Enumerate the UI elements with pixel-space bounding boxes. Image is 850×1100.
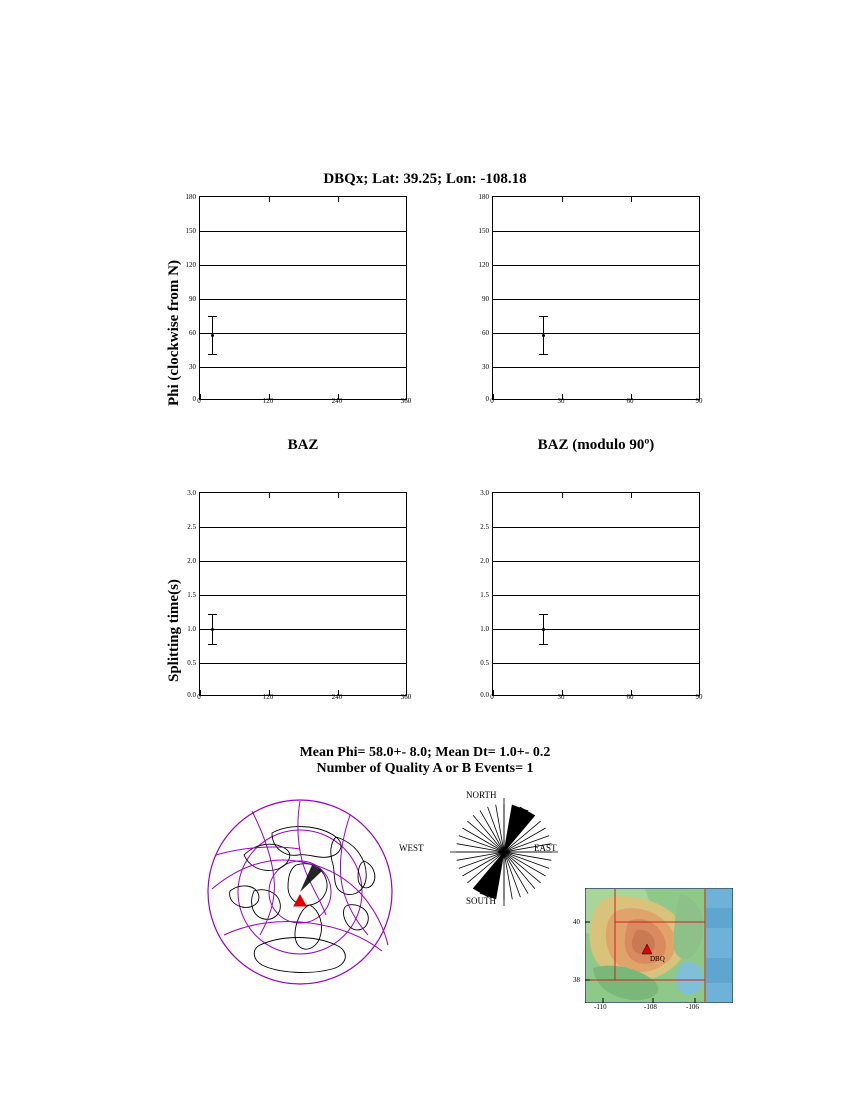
gridline xyxy=(493,265,699,266)
chart-phi-baz-mod90 xyxy=(492,196,700,400)
backazimuth-rose-diagram xyxy=(424,790,584,920)
data-point xyxy=(211,334,214,337)
page-title: DBQx; Lat: 39.25; Lon: -108.18 xyxy=(323,171,527,187)
x-tick-label: 0 xyxy=(197,397,201,405)
x-tick-label: 30 xyxy=(557,397,565,405)
x-tick xyxy=(562,197,563,202)
x-tick xyxy=(338,493,339,498)
x-tick-label: 90 xyxy=(695,693,703,701)
y-tick-label: 30 xyxy=(189,363,196,371)
global-event-map xyxy=(200,795,400,995)
gridline xyxy=(200,629,406,630)
y-tick-label: 0 xyxy=(485,395,489,403)
map-lon-tick--106: -106 xyxy=(686,1003,699,1011)
data-point xyxy=(542,628,545,631)
x-tick xyxy=(562,493,563,498)
gridline xyxy=(200,595,406,596)
y-tick-label: 180 xyxy=(478,193,489,201)
x-tick-label: 240 xyxy=(331,693,343,701)
error-cap-top xyxy=(539,614,548,615)
rose-north-label: NORTH xyxy=(466,790,497,800)
x-tick-label: 60 xyxy=(626,693,634,701)
x-tick xyxy=(631,493,632,498)
summary-mean-line: Mean Phi= 58.0+- 8.0; Mean Dt= 1.0+- 0.2 xyxy=(299,745,551,760)
y-tick-label: 90 xyxy=(189,295,196,303)
y-tick-label: 1.0 xyxy=(480,625,489,633)
map-lat-tick-38: 38 xyxy=(573,976,580,984)
dt-axis-label: Splitting time(s) xyxy=(166,579,182,682)
summary-count-line: Number of Quality A or B Events= 1 xyxy=(316,761,534,776)
x-tick xyxy=(631,197,632,202)
y-tick-label: 2.0 xyxy=(187,557,196,565)
y-tick-label: 150 xyxy=(185,227,196,235)
gridline xyxy=(200,231,406,232)
gridline xyxy=(493,561,699,562)
x-tick-label: 90 xyxy=(695,397,703,405)
phi-axis-label-wrap xyxy=(148,196,182,406)
y-tick-label: 120 xyxy=(478,261,489,269)
x-tick-label: 0 xyxy=(490,397,494,405)
error-cap-bottom xyxy=(539,354,548,355)
x-tick xyxy=(269,197,270,202)
error-cap-bottom xyxy=(208,644,217,645)
y-tick-label: 0.0 xyxy=(187,691,196,699)
x-tick xyxy=(269,493,270,498)
dt-axis-label-wrap xyxy=(148,492,182,696)
y-tick-label: 0.0 xyxy=(480,691,489,699)
x-tick-label: 360 xyxy=(400,397,412,405)
x-tick-label: 360 xyxy=(400,693,412,701)
gridline xyxy=(493,663,699,664)
y-tick-label: 0 xyxy=(192,395,196,403)
map-lon-tick--110: -110 xyxy=(594,1003,607,1011)
gridline xyxy=(200,299,406,300)
map-lon-tick--108: -108 xyxy=(644,1003,657,1011)
y-tick-label: 180 xyxy=(185,193,196,201)
y-tick-label: 3.0 xyxy=(187,489,196,497)
x-tick-label: 120 xyxy=(262,397,274,405)
gridline xyxy=(493,367,699,368)
y-tick-label: 0.5 xyxy=(480,659,489,667)
gridline xyxy=(493,629,699,630)
y-tick-label: 2.5 xyxy=(187,523,196,531)
error-cap-top xyxy=(539,316,548,317)
y-tick-label: 60 xyxy=(482,329,489,337)
x-tick-label: 30 xyxy=(557,693,565,701)
gridline xyxy=(493,595,699,596)
data-point xyxy=(542,334,545,337)
station-topography-map xyxy=(585,888,733,1003)
map-lat-tick-40: 40 xyxy=(573,918,580,926)
gridline xyxy=(200,333,406,334)
y-tick-label: 1.0 xyxy=(187,625,196,633)
map-station-label: DBQ xyxy=(650,955,665,963)
gridline xyxy=(200,265,406,266)
rose-south-label: SOUTH xyxy=(466,896,497,906)
x-tick-label: 0 xyxy=(197,693,201,701)
chart-phi-baz xyxy=(199,196,407,400)
data-point xyxy=(211,628,214,631)
y-tick-label: 60 xyxy=(189,329,196,337)
error-cap-top xyxy=(208,614,217,615)
x-tick xyxy=(338,197,339,202)
y-tick-label: 90 xyxy=(482,295,489,303)
y-tick-label: 120 xyxy=(185,261,196,269)
gridline xyxy=(200,527,406,528)
y-tick-label: 1.5 xyxy=(480,591,489,599)
y-tick-label: 30 xyxy=(482,363,489,371)
gridline xyxy=(493,333,699,334)
x-tick-label: 240 xyxy=(331,397,343,405)
gridline xyxy=(200,367,406,368)
baz-label-top: BAZ xyxy=(287,437,319,453)
gridline xyxy=(493,231,699,232)
gridline xyxy=(493,299,699,300)
x-tick-label: 120 xyxy=(262,693,274,701)
baz-mod90-label-top: BAZ (modulo 90º) xyxy=(537,437,655,453)
y-tick-label: 3.0 xyxy=(480,489,489,497)
rose-east-label: EAST xyxy=(534,843,557,853)
y-tick-label: 0.5 xyxy=(187,659,196,667)
x-tick-label: 60 xyxy=(626,397,634,405)
y-tick-label: 1.5 xyxy=(187,591,196,599)
gridline xyxy=(493,527,699,528)
x-tick-label: 0 xyxy=(490,693,494,701)
gridline xyxy=(200,561,406,562)
error-cap-bottom xyxy=(208,354,217,355)
phi-axis-label: Phi (clockwise from N) xyxy=(166,260,182,406)
error-cap-top xyxy=(208,316,217,317)
y-tick-label: 2.0 xyxy=(480,557,489,565)
y-tick-label: 2.5 xyxy=(480,523,489,531)
error-cap-bottom xyxy=(539,644,548,645)
chart-dt-baz xyxy=(199,492,407,696)
gridline xyxy=(200,663,406,664)
chart-dt-baz-mod90 xyxy=(492,492,700,696)
rose-west-label: WEST xyxy=(399,843,424,853)
y-tick-label: 150 xyxy=(478,227,489,235)
